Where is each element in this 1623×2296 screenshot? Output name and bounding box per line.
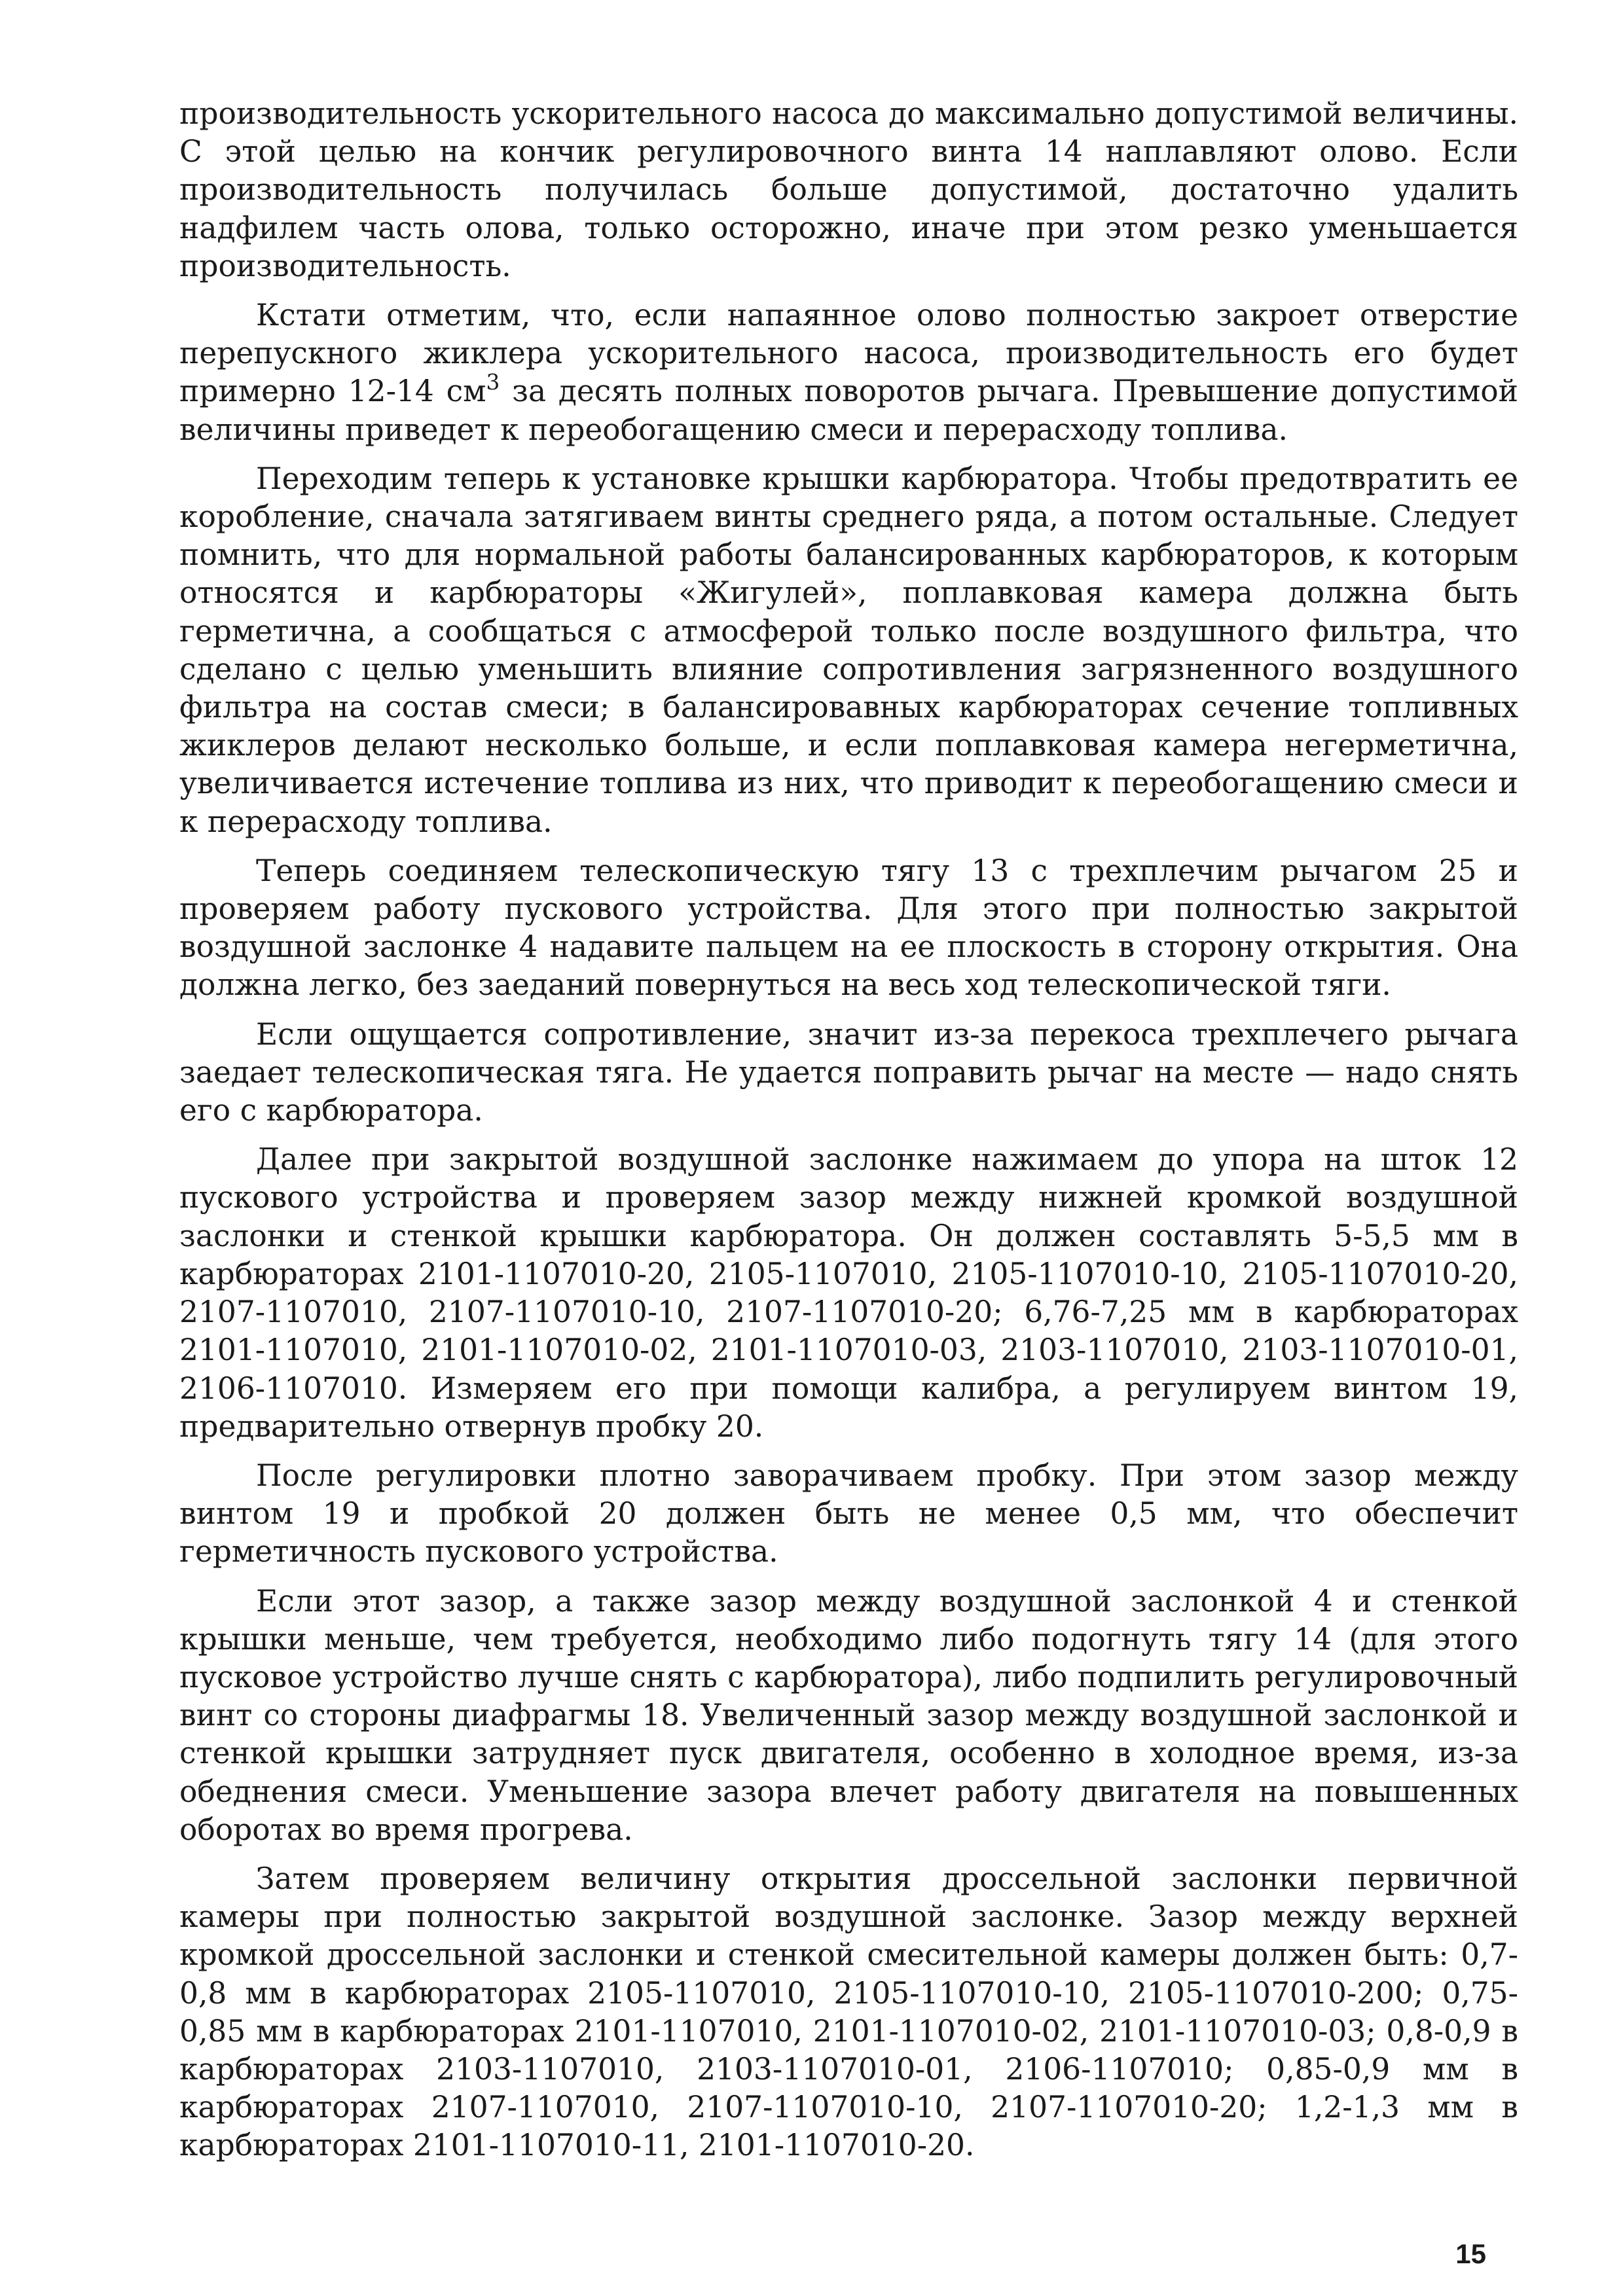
paragraph-4: Теперь соединяем телескопическую тягу 13 с трехплечим рычагом 25 и проверяем работу пускового устройства. Для этого при полностью закрытой воздушной заслонке 4 надавите пальцем на ее плоскость в сторону открытия. Она должна легко, без заеданий повернуться на весь ход телескопической тяги. — [179, 853, 1518, 1003]
paragraph-2-before: Кстати отметим, что, если напаянное олово полностью закроет отверстие перепускного жиклера ускорительного насоса, производительность его будет примерно 12-14 см — [179, 298, 1518, 409]
paragraph-7: После регулировки плотно заворачиваем пробку. При этом зазор между винтом 19 и пробкой 20 должен быть не менее 0,5 мм, что обеспечит герметичность пускового устройства. — [179, 1458, 1518, 1570]
superscript-cubic: 3 — [486, 370, 500, 395]
paragraph-2-after: за десять полных поворотов рычага. Превышение допустимой величины приведет к переобогащению смеси и перерасходу топлива. — [179, 374, 1518, 447]
body-text — [179, 95, 1518, 2176]
paragraph-6: Далее при закрытой воздушной заслонке нажимаем до упора на шток 12 пускового устройства и проверяем зазор между нижней кромкой воздушной заслонки и стенкой крышки карбюратора. Он должен составлять 5-5,5 мм в карбюраторах 2101-1107010-20, 2105-1107010, 2105-1107010-10, 2105-1107010-20, 2107-1107010, 2107-1107010-10, 2107-1107010-20; 6,76-7,25 мм в карбюраторах 2101-1107010, 2101-1107010-02, 2101-1107010-03, 2103-1107010, 2103-1107010-01, 2106-1107010. Измеряем его при помощи калибра, а регулируем винтом 19, предварительно отвернув пробку 20. — [179, 1142, 1518, 1444]
page-number: 15 — [1455, 2238, 1486, 2269]
paragraph-1: производительность ускорительного насоса до максимально допустимой величины. С этой целью на кончик регулировочного винта 14 наплавляют олово. Если производительность получилась больше допустимой, достаточно удалить надфилем часть олова, только осторожно, иначе при этом резко уменьшается производительность. — [179, 96, 1518, 283]
paragraph-3: Переходим теперь к установке крышки карбюратора. Чтобы предотвратить ее коробление, сначала затягиваем винты среднего ряда, а потом остальные. Следует помнить, что для нормальной работы балансированных карбюраторов, к которым относятся и карбюраторы «Жигулей», поплавковая камера должна быть герметична, а сообщаться с атмосферой только после воздушного фильтра, что сделано с целью уменьшить влияние сопротивления загрязненного воздушного фильтра на состав смеси; в балансировавных карбюраторах сечение топливных жиклеров делают несколько больше, и если поплавковая камера негерметична, увеличивается истечение топлива из них, что приводит к переобогащению смеси и к перерасходу топлива. — [179, 461, 1518, 839]
paragraph-2 — [179, 296, 1518, 449]
paragraph-8: Если этот зазор, а также зазор между воздушной заслонкой 4 и стенкой крышки меньше, чем требуется, необходимо либо подогнуть тягу 14 (для этого пусковое устройство лучше снять с карбюратора), либо подпилить регулировочный винт со стороны диафрагмы 18. Увеличенный зазор между воздушной заслонкой и стенкой крышки затрудняет пуск двигателя, особенно в холодное время, из-за обеднения смеси. Уменьшение зазора влечет работу двигателя на повышенных оборотах во время прогрева. — [179, 1583, 1518, 1847]
paragraph-9: Затем проверяем величину открытия дроссельной заслонки первичной камеры при полностью закрытой воздушной заслонке. Зазор между верхней кромкой дроссельной заслонки и стенкой смесительной камеры должен быть: 0,7-0,8 мм в карбюраторах 2105-1107010, 2105-1107010-10, 2105-1107010-200; 0,75-0,85 мм в карбюраторах 2101-1107010, 2101-1107010-02, 2101-1107010-03; 0,8-0,9 в карбюраторах 2103-1107010, 2103-1107010-01, 2106-1107010; 0,85-0,9 мм в карбюраторах 2107-1107010, 2107-1107010-10, 2107-1107010-20; 1,2-1,3 мм в карбюраторах 2101-1107010-11, 2101-1107010-20. — [179, 1861, 1518, 2163]
paragraph-5: Если ощущается сопротивление, значит из-за перекоса трехплечего рычага заедает телескопическая тяга. Не удается поправить рычаг на месте — надо снять его с карбюратора. — [179, 1016, 1518, 1128]
